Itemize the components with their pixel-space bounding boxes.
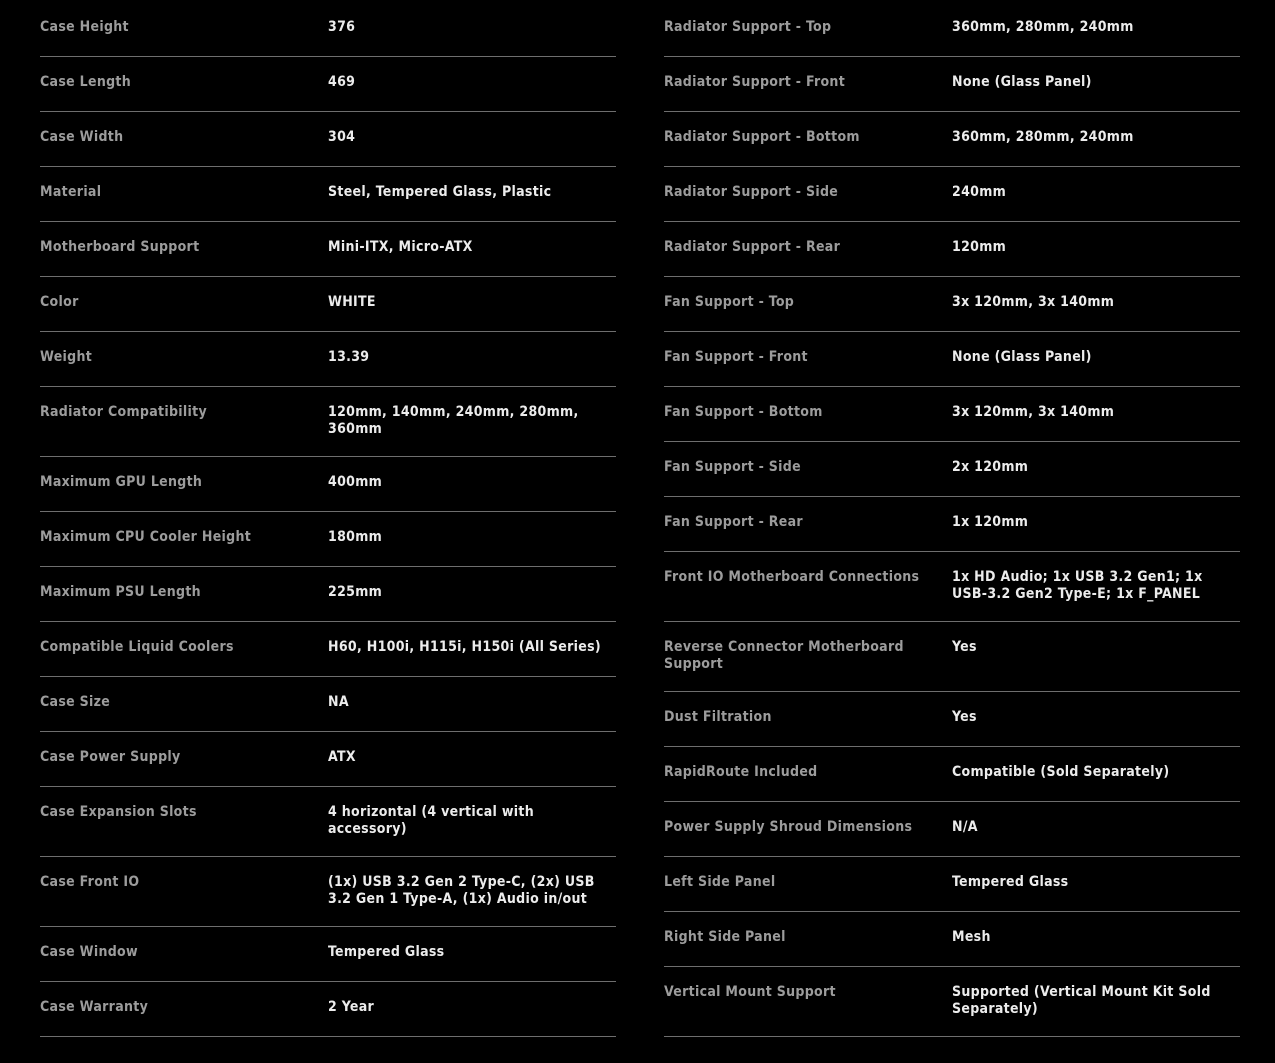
spec-row [40,732,616,787]
spec-value: 120mm, 140mm, 240mm, 280mm, 360mm [328,404,579,437]
spec-row [664,802,1240,857]
spec-row [40,677,616,732]
spec-value: Tempered Glass [952,874,1069,890]
spec-row [664,167,1240,222]
spec-value: Yes [952,639,977,655]
spec-value: 4 horizontal (4 vertical with accessory) [328,804,534,837]
spec-label: Dust Filtration [664,709,772,725]
spec-label: Radiator Support - Rear [664,239,841,255]
spec-row [664,967,1240,1037]
spec-row [664,57,1240,112]
spec-value: 360mm, 280mm, 240mm [952,129,1134,145]
spec-value: 3x 120mm, 3x 140mm [952,294,1115,310]
spec-value: None (Glass Panel) [952,349,1092,365]
spec-value: ATX [328,749,356,765]
spec-row [664,277,1240,332]
spec-value: 13.39 [328,349,370,365]
spec-label: Fan Support - Rear [664,514,803,530]
spec-row [40,982,616,1037]
spec-row [664,112,1240,167]
spec-label: Radiator Compatibility [40,404,207,420]
specs-column-left [40,2,616,1037]
spec-row [40,927,616,982]
spec-value: Mini-ITX, Micro-ATX [328,239,473,255]
spec-label: Front IO Motherboard Connections [664,569,920,585]
spec-row [664,747,1240,802]
spec-value: 225mm [328,584,383,600]
spec-label: Motherboard Support [40,239,200,255]
spec-row [40,167,616,222]
spec-row [40,567,616,622]
spec-row [664,2,1240,57]
spec-row [664,332,1240,387]
spec-label: Case Warranty [40,999,149,1015]
spec-label: Material [40,184,102,200]
spec-value: None (Glass Panel) [952,74,1092,90]
spec-row [40,457,616,512]
spec-row [664,692,1240,747]
spec-value: Yes [952,709,977,725]
spec-row [40,512,616,567]
spec-label: Reverse Connector Motherboard Support [664,639,904,672]
spec-value: Mesh [952,929,991,945]
spec-label: Case Power Supply [40,749,181,765]
spec-value: (1x) USB 3.2 Gen 2 Type-C, (2x) USB 3.2 Gen 1 Type-A, (1x) Audio in/out [328,874,595,907]
spec-label: Radiator Support - Front [664,74,846,90]
spec-row [664,222,1240,277]
spec-value: 2x 120mm [952,459,1029,475]
spec-row [40,2,616,57]
spec-label: Maximum PSU Length [40,584,201,600]
spec-value: 1x 120mm [952,514,1029,530]
spec-row [664,552,1240,622]
spec-label: Case Length [40,74,132,90]
spec-value: WHITE [328,294,376,310]
spec-value: Steel, Tempered Glass, Plastic [328,184,552,200]
spec-value: 1x HD Audio; 1x USB 3.2 Gen1; 1x USB-3.2 Gen2 Type-E; 1x F_PANEL [952,569,1203,602]
spec-label: Case Height [40,19,129,35]
spec-value: 3x 120mm, 3x 140mm [952,404,1115,420]
spec-value: 400mm [328,474,383,490]
spec-label: Left Side Panel [664,874,776,890]
spec-row [664,387,1240,442]
spec-value: 180mm [328,529,383,545]
spec-row [40,332,616,387]
spec-row [664,912,1240,967]
spec-label: Compatible Liquid Coolers [40,639,234,655]
spec-row [664,442,1240,497]
spec-value: 376 [328,19,356,35]
spec-label: RapidRoute Included [664,764,818,780]
spec-value: NA [328,694,349,710]
spec-row [40,222,616,277]
spec-value: Compatible (Sold Separately) [952,764,1170,780]
spec-label: Case Size [40,694,111,710]
spec-row [40,857,616,927]
spec-label: Maximum CPU Cooler Height [40,529,252,545]
spec-value: Tempered Glass [328,944,445,960]
spec-label: Case Window [40,944,138,960]
spec-value: H60, H100i, H115i, H150i (All Series) [328,639,601,655]
spec-row [664,622,1240,692]
spec-value: 469 [328,74,356,90]
spec-value: Supported (Vertical Mount Kit Sold Separately) [952,984,1211,1017]
spec-value: 240mm [952,184,1007,200]
spec-label: Radiator Support - Side [664,184,839,200]
spec-label: Case Expansion Slots [40,804,197,820]
spec-label: Case Width [40,129,124,145]
spec-label: Radiator Support - Bottom [664,129,860,145]
spec-label: Right Side Panel [664,929,786,945]
spec-label: Vertical Mount Support [664,984,836,1000]
spec-label: Weight [40,349,93,365]
spec-label: Radiator Support - Top [664,19,832,35]
spec-row [40,622,616,677]
spec-row [664,497,1240,552]
spec-row [40,787,616,857]
spec-row [40,112,616,167]
spec-row [40,57,616,112]
spec-row [664,857,1240,912]
spec-row [40,277,616,332]
spec-value: 360mm, 280mm, 240mm [952,19,1134,35]
spec-label: Maximum GPU Length [40,474,203,490]
spec-value: 304 [328,129,356,145]
spec-label: Power Supply Shroud Dimensions [664,819,913,835]
spec-label: Fan Support - Side [664,459,801,475]
spec-label: Case Front IO [40,874,140,890]
spec-label: Color [40,294,79,310]
spec-label: Fan Support - Bottom [664,404,823,420]
spec-label: Fan Support - Front [664,349,808,365]
spec-row [40,387,616,457]
spec-value: 120mm [952,239,1007,255]
specs-column-right [664,2,1240,1037]
spec-label: Fan Support - Top [664,294,795,310]
spec-value: 2 Year [328,999,375,1015]
spec-value: N/A [952,819,978,835]
